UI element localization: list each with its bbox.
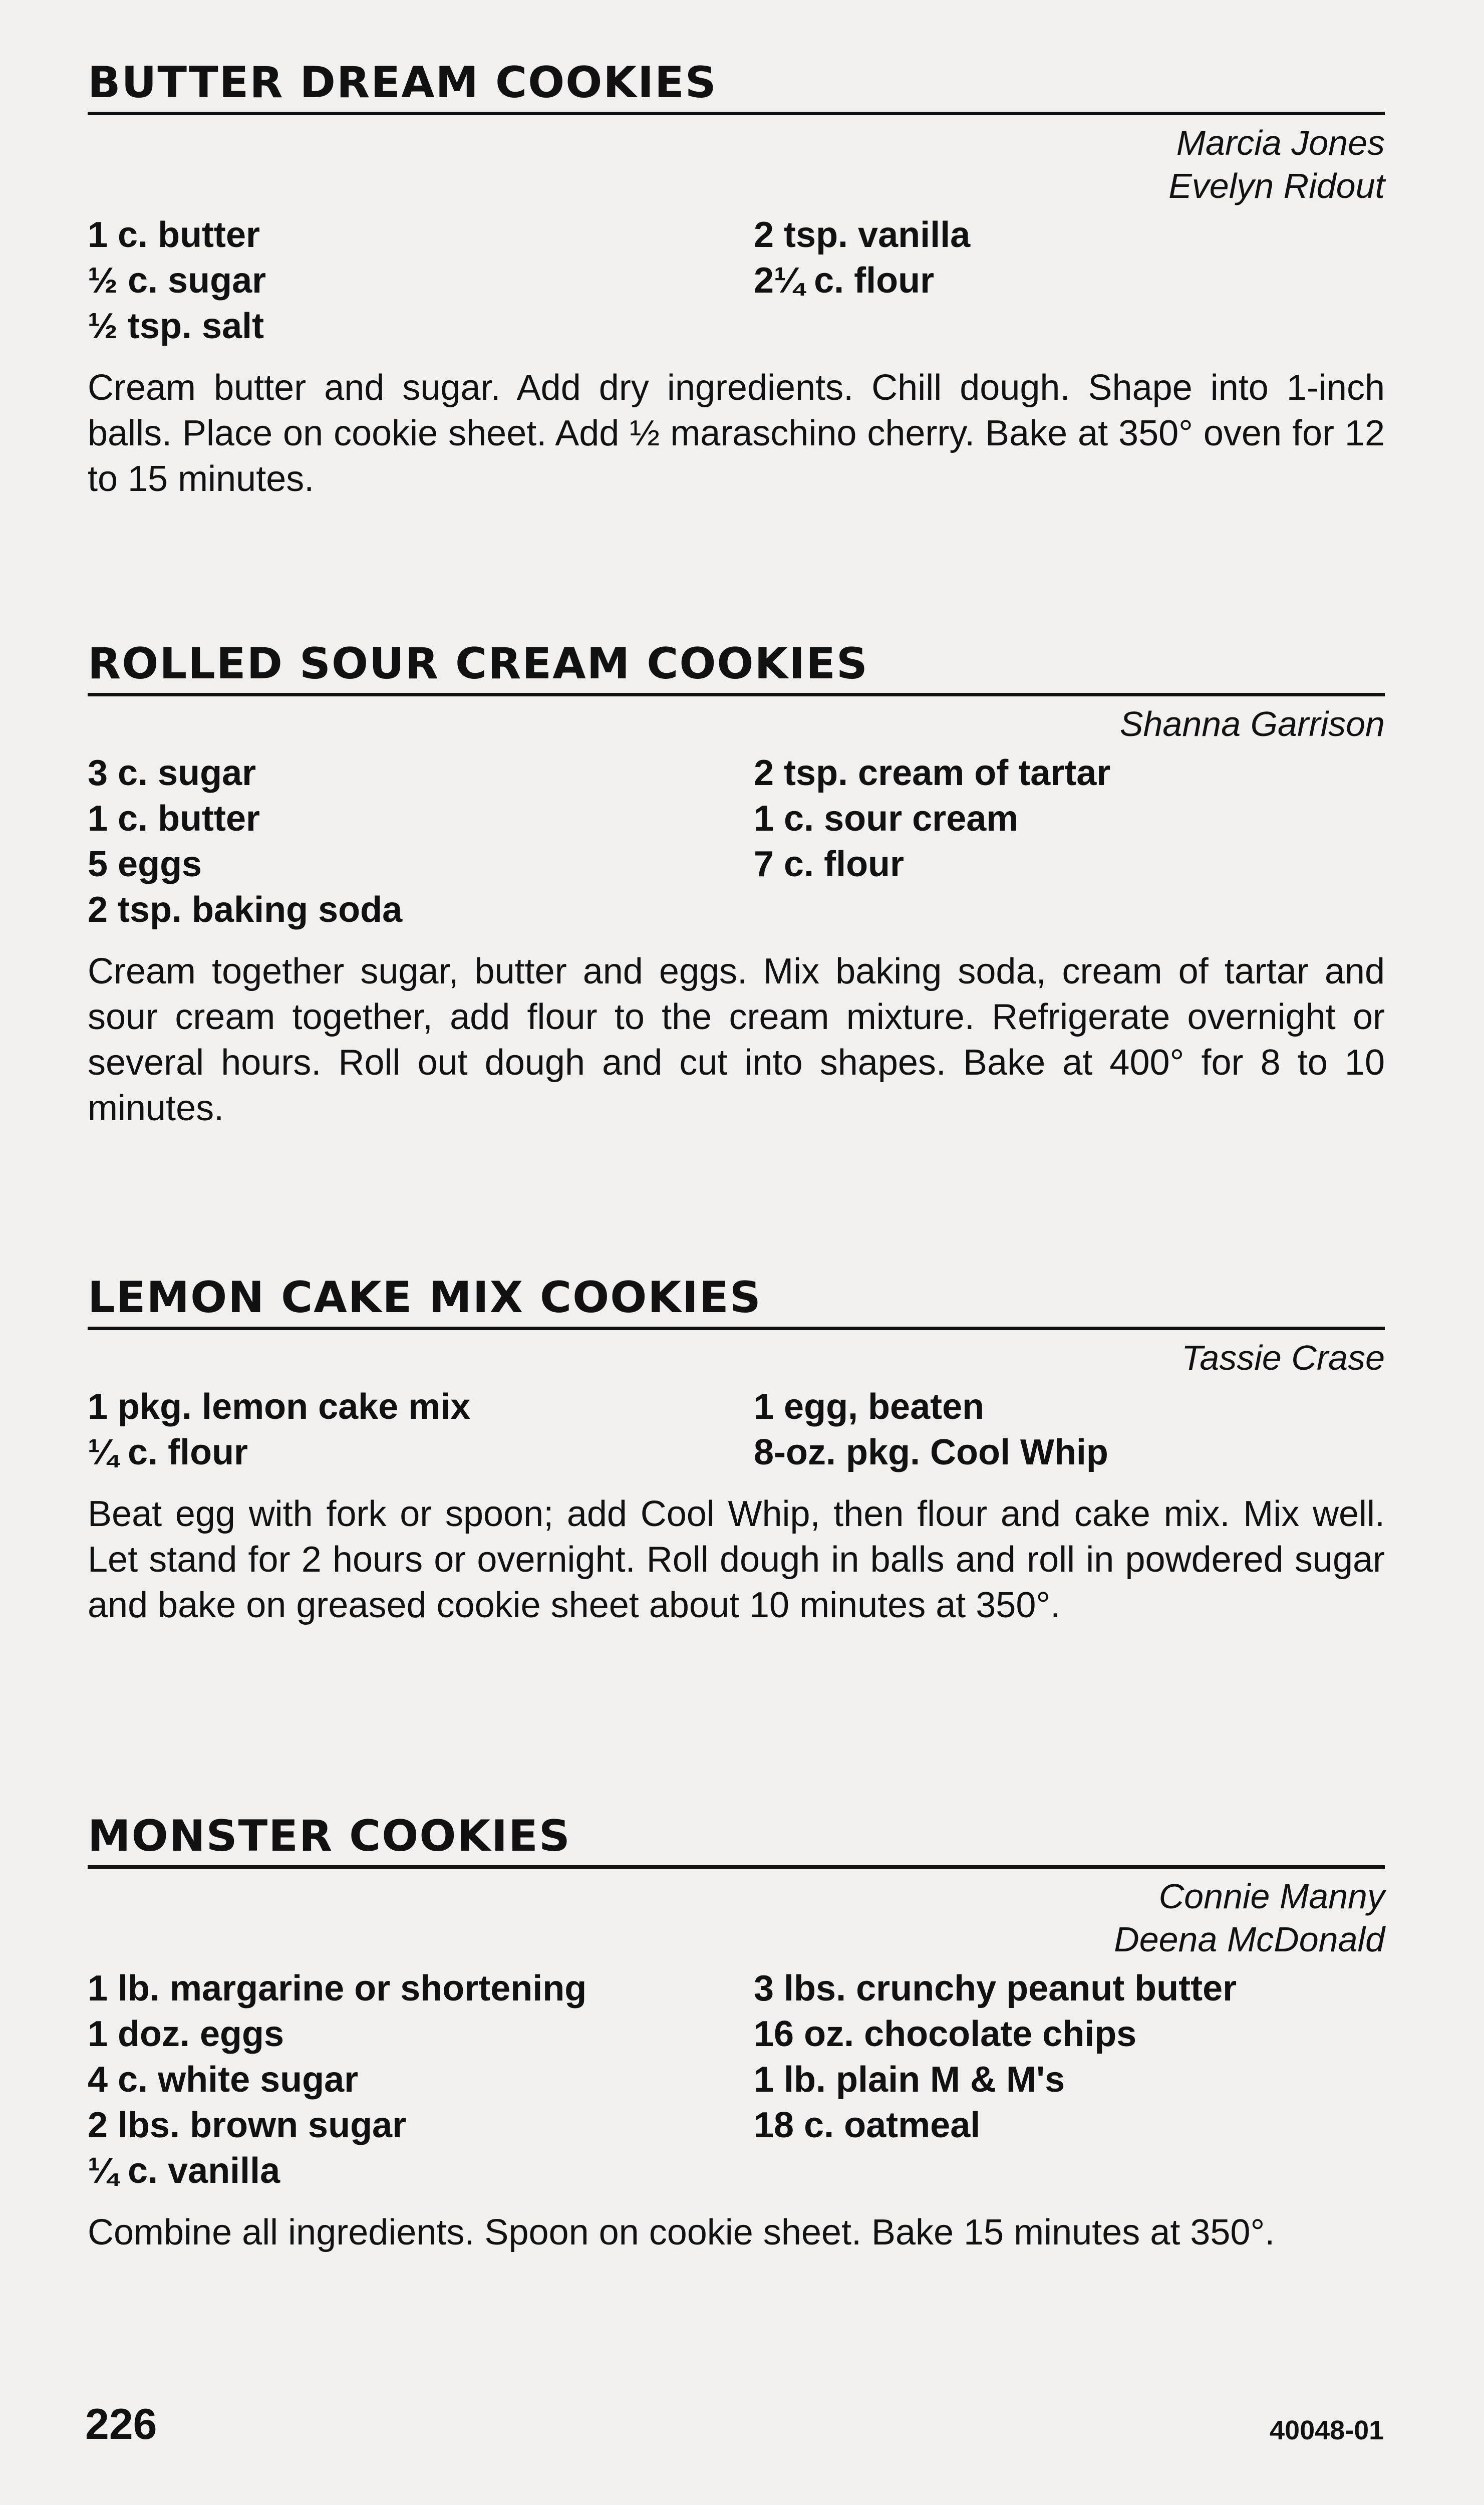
recipe-title: ROLLED SOUR CREAM COOKIES: [88, 639, 1385, 696]
ingredient-column-left: [88, 1384, 754, 1475]
author-name: Evelyn Ridout: [1168, 166, 1385, 205]
recipe-method: Beat egg with fork or spoon; add Cool Whip, then flour and cake mix. Mix well. Let stand for 2 hours or overnight. Roll dough in balls and roll in powdered sugar and bake on greased cookie sheet about 10 minutes at 350°.: [88, 1494, 1385, 1625]
recipe-authors: [88, 702, 1385, 745]
ingredient-item: 1 c. butter: [88, 799, 260, 839]
author-name: Deena McDonald: [1114, 1920, 1385, 1959]
recipe-method: Cream together sugar, butter and eggs. Mix baking soda, cream of tartar and sour cream together, add flour to the cream mixture. Refrigerate overnight or several hours. Roll out dough and cut into shapes. Bake at 400° for 8 to 10 minutes.: [88, 951, 1385, 1128]
ingredient-list: [88, 1966, 1385, 2194]
recipe-authors: [88, 1336, 1385, 1379]
ingredient-item: 2 tsp. baking soda: [88, 890, 403, 930]
ingredient-item: 18 c. oatmeal: [754, 2105, 981, 2145]
ingredient-item: 1 lb. margarine or shortening: [88, 1968, 587, 2009]
ingredient-column-right: [754, 750, 1385, 933]
ingredient-item: 5 eggs: [88, 844, 202, 884]
ingredient-item: 1 c. sour cream: [754, 799, 1019, 839]
ingredient-column-right: [754, 1966, 1385, 2194]
author-name: Shanna Garrison: [1119, 704, 1385, 743]
ingredient-item: 3 lbs. crunchy peanut butter: [754, 1968, 1237, 2009]
ingredient-item: ½ tsp. salt: [88, 306, 264, 346]
ingredient-item: 1 egg, beaten: [754, 1387, 985, 1427]
ingredient-item: 1 pkg. lemon cake mix: [88, 1387, 471, 1427]
ingredient-column-right: [754, 1384, 1385, 1475]
recipe-method: Cream butter and sugar. Add dry ingredients. Chill dough. Shape into 1-inch balls. Place on cookie sheet. Add ½ maraschino cherry. Bake at 350° oven for 12 to 15 minutes.: [88, 368, 1385, 499]
recipe-rolled-sour-cream-cookies: [88, 639, 1385, 1167]
ingredient-list: [88, 750, 1385, 933]
recipe-title: LEMON CAKE MIX COOKIES: [88, 1273, 1385, 1330]
ingredient-item: 2 lbs. brown sugar: [88, 2105, 407, 2145]
recipe-authors: [88, 1875, 1385, 1961]
ingredient-column-left: [88, 212, 754, 349]
ingredient-list: [88, 1384, 1385, 1475]
document-code: 40048-01: [1270, 2415, 1384, 2445]
ingredient-item: 7 c. flour: [754, 844, 905, 884]
page-number: 226: [85, 2400, 157, 2448]
ingredient-item: 1 doz. eggs: [88, 2014, 284, 2054]
author-name: Tassie Crase: [1181, 1338, 1385, 1377]
ingredient-item: ½ c. sugar: [88, 261, 266, 301]
ingredient-item: 8-oz. pkg. Cool Whip: [754, 1432, 1108, 1472]
ingredient-item: 2 tsp. vanilla: [754, 215, 971, 255]
author-name: Marcia Jones: [1176, 123, 1385, 162]
ingredient-column-right: [754, 212, 1385, 349]
ingredient-column-left: [88, 750, 754, 933]
recipe-butter-dream-cookies: [88, 58, 1385, 538]
ingredient-item: ¼ c. flour: [88, 1432, 248, 1472]
recipe-lemon-cake-mix-cookies: [88, 1273, 1385, 1664]
ingredient-column-left: [88, 1966, 754, 2194]
recipe-monster-cookies: [88, 1811, 1385, 2292]
author-name: Connie Manny: [1158, 1877, 1385, 1916]
recipe-title: BUTTER DREAM COOKIES: [88, 58, 1385, 115]
ingredient-list: [88, 212, 1385, 349]
ingredient-item: 2 tsp. cream of tartar: [754, 753, 1111, 793]
ingredient-item: 1 c. butter: [88, 215, 260, 255]
ingredient-item: ¼ c. vanilla: [88, 2151, 280, 2191]
ingredient-item: 2¼ c. flour: [754, 261, 935, 301]
ingredient-item: 1 lb. plain M & M's: [754, 2060, 1065, 2100]
recipe-title: MONSTER COOKIES: [88, 1811, 1385, 1869]
ingredient-item: 4 c. white sugar: [88, 2060, 359, 2100]
ingredient-item: 16 oz. chocolate chips: [754, 2014, 1137, 2054]
recipe-method: Combine all ingredients. Spoon on cookie sheet. Bake 15 minutes at 350°.: [88, 2212, 1275, 2252]
recipe-authors: [88, 121, 1385, 207]
ingredient-item: 3 c. sugar: [88, 753, 256, 793]
